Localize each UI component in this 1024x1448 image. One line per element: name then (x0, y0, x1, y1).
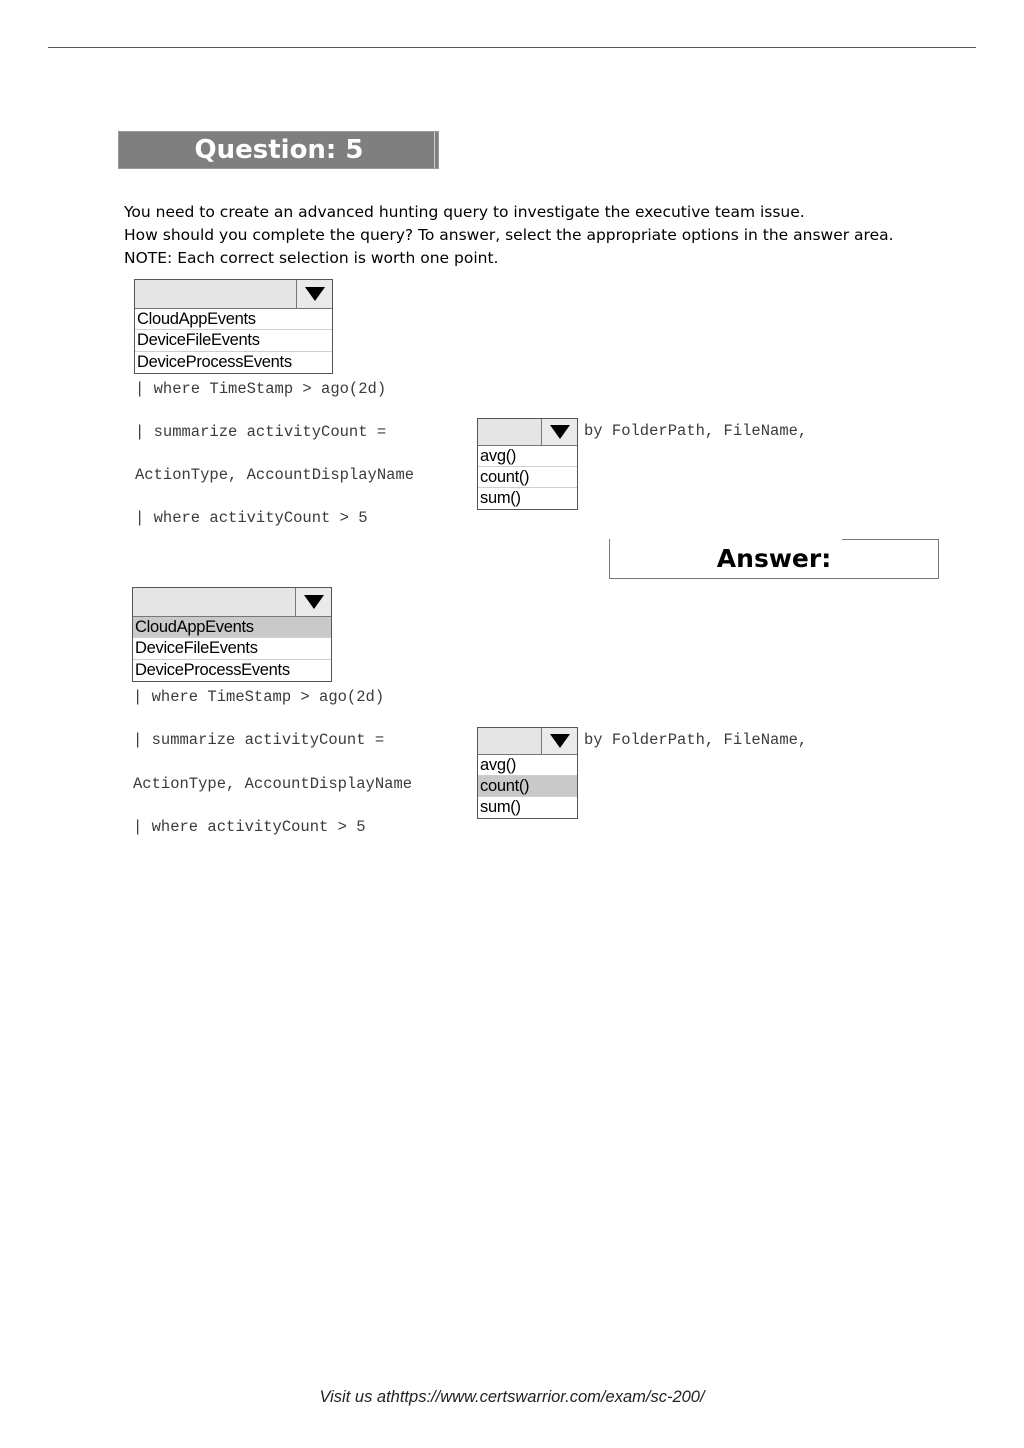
dropdown-option-selected[interactable]: count() (478, 776, 577, 797)
dropdown-header[interactable] (135, 280, 332, 309)
dropdown-option[interactable]: sum() (480, 489, 521, 507)
function-dropdown[interactable] (477, 418, 578, 510)
dropdown-option[interactable]: avg() (478, 755, 577, 776)
dropdown-option[interactable]: avg() (478, 446, 577, 467)
answer-label-box (609, 539, 939, 579)
code-line: | where TimeStamp > ago(2d) (133, 688, 385, 706)
code-line: ActionType, AccountDisplayName (135, 466, 415, 484)
triangle-down-icon (550, 425, 570, 439)
dropdown-option[interactable]: DeviceProcessEvents (135, 661, 290, 679)
triangle-down-icon (304, 595, 324, 609)
dropdown-option[interactable]: sum() (480, 798, 521, 816)
dropdown-button[interactable] (295, 588, 331, 616)
code-line: | where activityCount > 5 (135, 509, 368, 527)
dropdown-option[interactable]: CloudAppEvents (135, 309, 332, 330)
answer-box-topline (842, 539, 939, 540)
code-line: by FolderPath, FileName, (584, 422, 808, 440)
dropdown-header[interactable] (133, 588, 331, 617)
dropdown-button[interactable] (296, 280, 332, 308)
table-dropdown[interactable] (134, 279, 333, 374)
dropdown-button[interactable] (541, 419, 577, 445)
triangle-down-icon (305, 287, 325, 301)
dropdown-option[interactable]: DeviceFileEvents (133, 638, 331, 660)
table-dropdown-answer[interactable] (132, 587, 332, 682)
dropdown-header[interactable] (478, 419, 577, 446)
prompt-line: How should you complete the query? To answer, select the appropriate options in the answer area. (124, 226, 894, 244)
dropdown-option-selected[interactable]: CloudAppEvents (133, 617, 331, 638)
footer-link[interactable]: Visit us athttps://www.certswarrior.com/exam/sc-200/ (319, 1388, 705, 1406)
question-banner (118, 131, 439, 169)
function-dropdown-answer[interactable] (477, 727, 578, 819)
code-line: by FolderPath, FileName, (584, 731, 808, 749)
code-line: | summarize activityCount = (135, 423, 387, 441)
code-line: | where TimeStamp > ago(2d) (135, 380, 387, 398)
dropdown-option[interactable]: DeviceProcessEvents (137, 353, 292, 371)
question-title: Question: 5 (194, 135, 364, 165)
question-prompt (124, 201, 924, 270)
answer-label: Answer: (716, 544, 832, 573)
code-line: | summarize activityCount = (133, 731, 385, 749)
prompt-line: You need to create an advanced hunting query to investigate the executive team issue. (124, 203, 805, 221)
dropdown-option[interactable]: count() (478, 467, 577, 488)
dropdown-button[interactable] (541, 728, 577, 754)
dropdown-option[interactable]: DeviceFileEvents (135, 330, 332, 352)
triangle-down-icon (550, 734, 570, 748)
dropdown-header[interactable] (478, 728, 577, 755)
header-rule (48, 47, 976, 48)
code-line: | where activityCount > 5 (133, 818, 366, 836)
prompt-line: NOTE: Each correct selection is worth one point. (124, 249, 499, 267)
code-line: ActionType, AccountDisplayName (133, 775, 413, 793)
